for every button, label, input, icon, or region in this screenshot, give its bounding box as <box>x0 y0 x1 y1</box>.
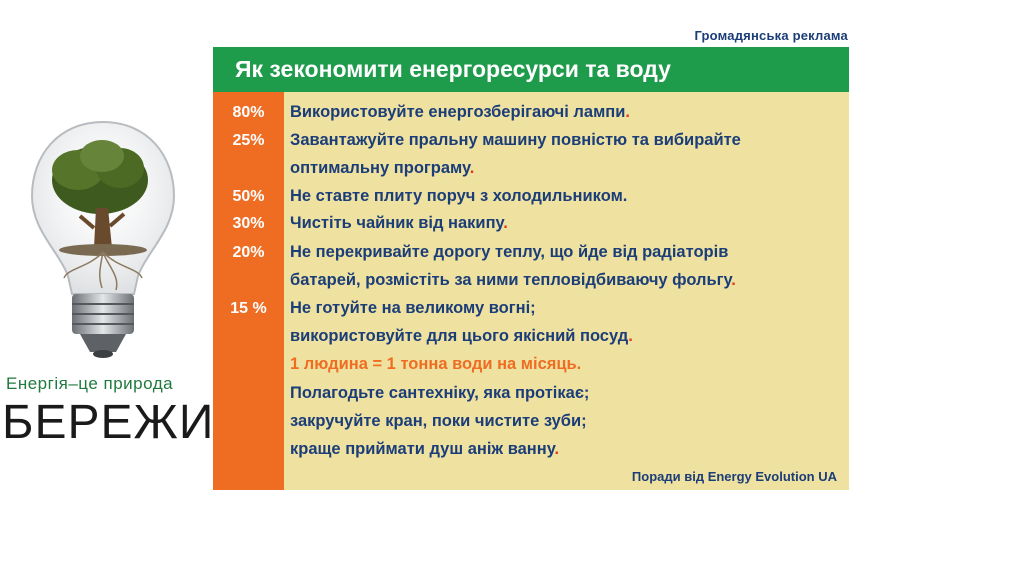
tip-text: використовуйте для цього якісний посуд. <box>290 327 633 345</box>
water-note: 1 людина = 1 тонна води на місяць. <box>290 355 582 373</box>
tip-percent: 25% <box>232 132 265 149</box>
light-bulb-with-tree-icon <box>28 118 178 368</box>
tip-text: оптимальну програму. <box>290 159 475 177</box>
tip-percent: 15 % <box>230 300 267 317</box>
panel-title: Як зекономити енергоресурси та воду <box>213 47 849 92</box>
tip-text: батарей, розмістіть за ними тепловідбиваючу фольгу. <box>290 271 736 289</box>
slogan: Енергія–це природа <box>6 374 174 393</box>
tip-text: Не ставте плиту поруч з холодильником. <box>290 187 628 205</box>
tip-text: Використовуйте енергозберігаючі лампи. <box>290 103 630 121</box>
footer-credit: Поради від Energy Evolution UA <box>631 469 837 484</box>
tip-percent: 80% <box>232 104 265 121</box>
tip-text: Не готуйте на великому вогні; <box>290 299 536 317</box>
water-tip: краще приймати душ аніж ванну. <box>290 440 560 458</box>
water-tip: закручуйте кран, поки чистите зуби; <box>290 412 587 430</box>
civic-advertising-label: Громадянська реклама <box>694 28 848 43</box>
tip-percent: 20% <box>232 244 265 261</box>
tip-text: Не перекривайте дорогу теплу, що йде від радіаторів <box>290 243 729 261</box>
water-tip: Полагодьте сантехніку, яка протікає; <box>290 384 590 402</box>
tip-percent: 50% <box>232 188 265 205</box>
brand-title: БЕРЕЖИ <box>2 396 215 449</box>
tip-text: Завантажуйте пральну машину повністю та вибирайте <box>290 131 741 149</box>
tip-text: Чистіть чайник від накипу. <box>290 214 508 232</box>
tip-percent: 30% <box>232 215 265 232</box>
tips-panel <box>213 47 849 490</box>
